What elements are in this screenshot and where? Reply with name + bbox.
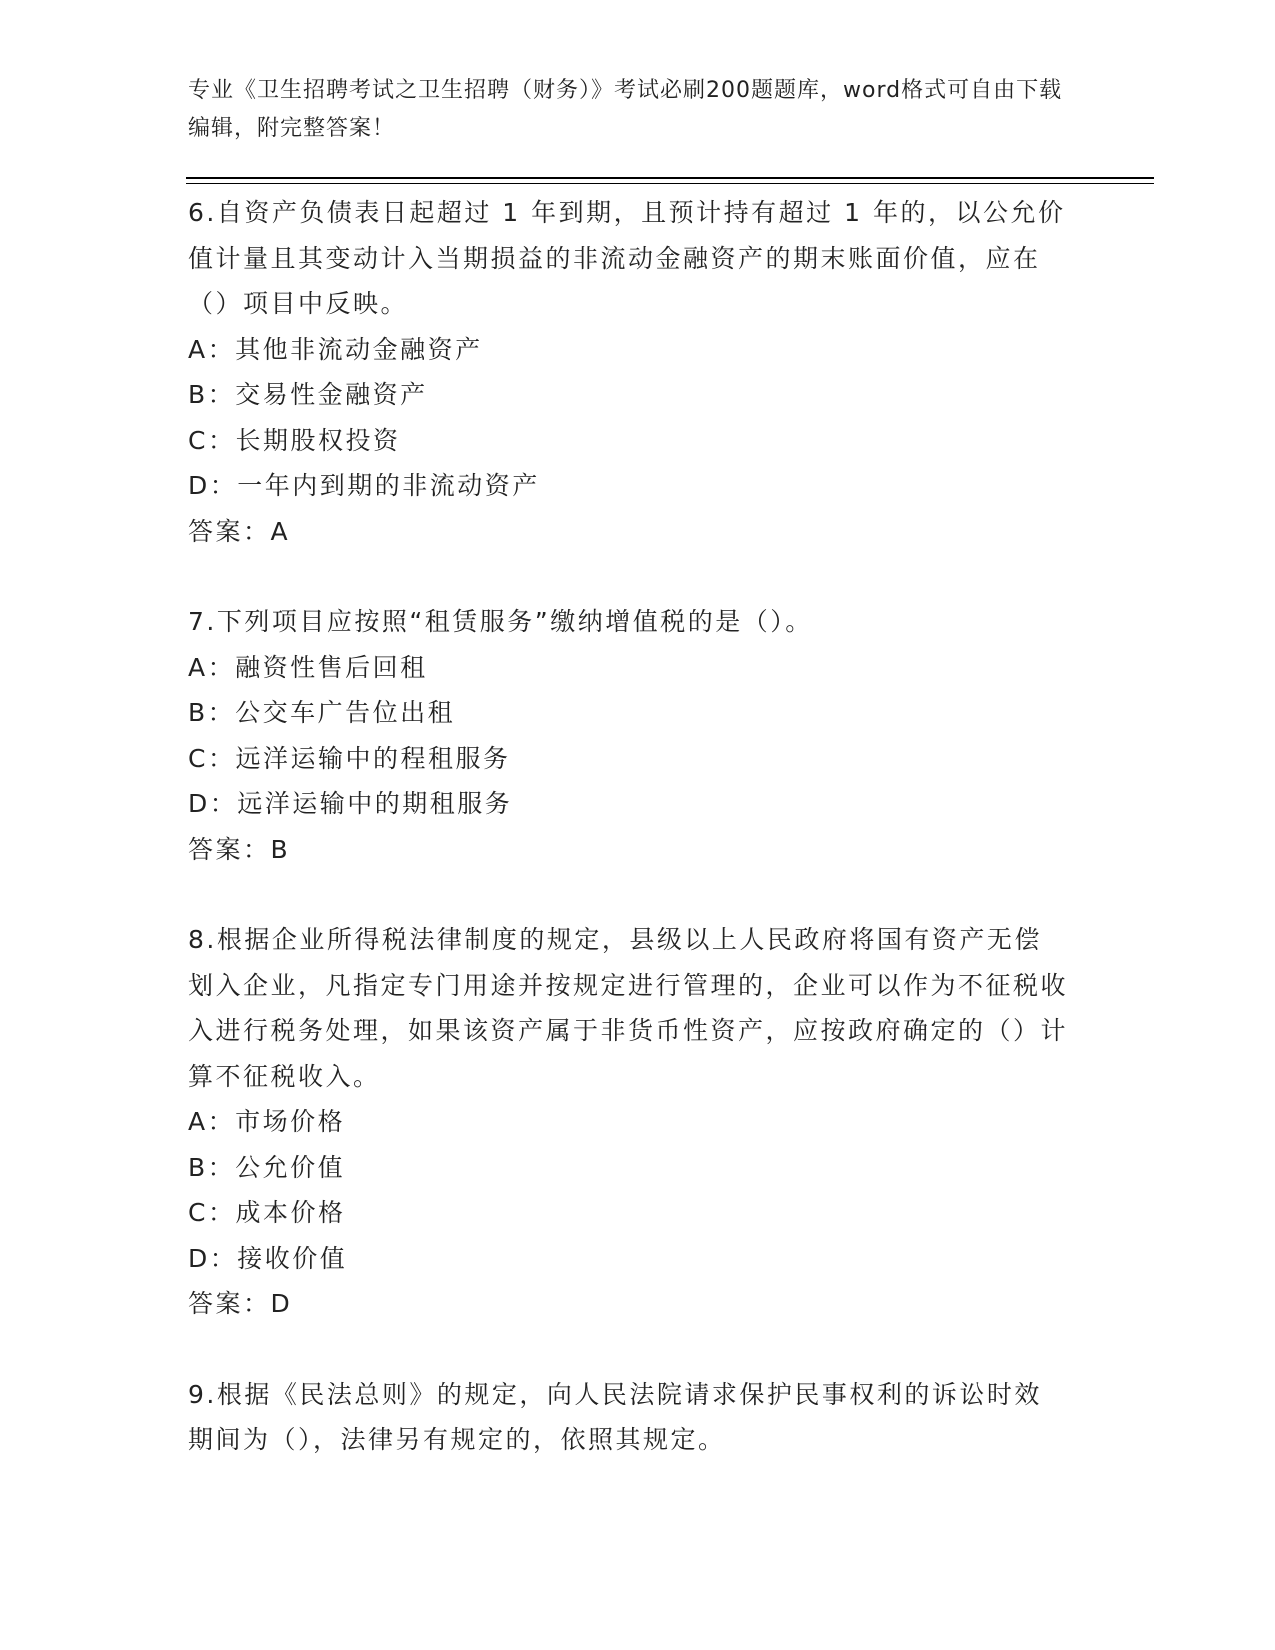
question-text: 9.根据《民法总则》的规定，向人民法院请求保护民事权利的诉讼时效期间为（），法律另有规定的，依照其规定。	[188, 1379, 1042, 1454]
answer: 答案：B	[188, 834, 291, 864]
question-text: 8.根据企业所得税法律制度的规定，县级以上人民政府将国有资产无偿划入企业，凡指定专门用途并按规定进行管理的，企业可以作为不征税收入进行税务处理，如果该资产属于非货币性资产，应按政府确定的（）计算不征税收入。	[188, 925, 1069, 1091]
option-c: C：远洋运输中的程租服务	[188, 743, 511, 773]
header-divider-thin	[186, 183, 1154, 184]
document-header	[188, 72, 1068, 148]
option-d: D：接收价值	[188, 1243, 348, 1273]
answer: 答案：D	[188, 1289, 293, 1318]
option-d: D：远洋运输中的期租服务	[188, 789, 513, 818]
option-a: A：市场价格	[188, 1107, 346, 1136]
option-c: C：成本价格	[188, 1198, 346, 1227]
option-a: A：融资性售后回租	[188, 652, 428, 682]
question-6	[188, 190, 1068, 554]
option-b: B：公允价值	[188, 1152, 346, 1182]
answer: 答案：A	[188, 516, 291, 546]
option-b: B：公交车广告位出租	[188, 698, 456, 727]
option-b: B：交易性金融资产	[188, 380, 428, 409]
question-list	[188, 190, 1068, 1508]
question-text: 6.自资产负债表日起超过 1 年到期，且预计持有超过 1 年的，以公允价值计量且其变动计入当期损益的非流动金融资产的期末账面价值，应在（）项目中反映。	[188, 198, 1066, 318]
question-9	[188, 1372, 1068, 1463]
question-8	[188, 917, 1068, 1327]
option-c: C：长期股权投资	[188, 425, 401, 455]
option-d: D：一年内到期的非流动资产	[188, 471, 540, 500]
header-text: 专业《卫生招聘考试之卫生招聘（财务）》考试必刷200题题库，word格式可自由下载编辑，附完整答案！	[188, 78, 1063, 141]
question-text: 7.下列项目应按照“租赁服务”缴纳增值税的是（）。	[188, 607, 813, 636]
question-7	[188, 599, 1068, 872]
header-divider-thick	[186, 177, 1154, 179]
option-a: A：其他非流动金融资产	[188, 334, 483, 364]
